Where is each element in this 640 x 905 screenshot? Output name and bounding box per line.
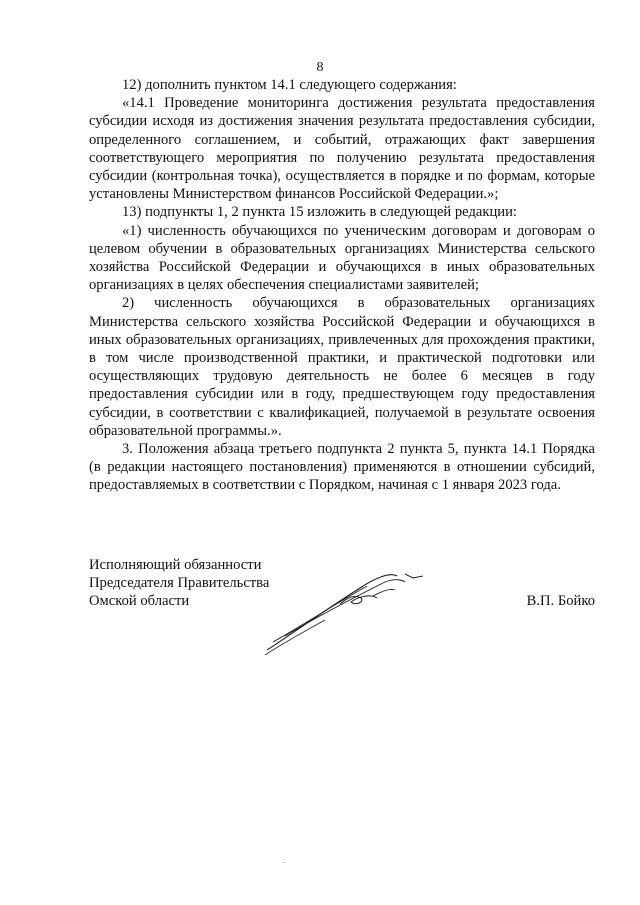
signatory-name: В.П. Бойко <box>526 593 595 609</box>
paragraph-item-14-1-text: «14.1 Проведение мониторинга достижения результата предоставления субсидии исходя из достижения значения результата предоставления субсидии, определенного соглашением, и событий, отражающих факт завершения соответствующего мероприятия по получению результата предоставления субсидии (контрольная точка), осуществляется в порядке и по формам, которые установлены Министерством финансов Российской Федерации.»; <box>89 95 595 203</box>
paragraph-item-12: 12) дополнить пунктом 14.1 следующего содержания: <box>122 77 457 93</box>
signatory-title-line: Председателя Правительства <box>89 575 270 592</box>
handwritten-signature <box>255 560 425 660</box>
paragraph-subitem-2: 2) численность обучающихся в образовательных организациях Министерства сельского хозяйства Российской Федерации и обучающихся в иных образовательных организациях, привлеченных для прохождения практики, в том числе производственной практики, и практической подготовки или осуществляющих трудовую деятельность не более 6 месяцев в году предоставления субсидии или в году, предшествующем году предоставления субсидии, в соответствии с квалификацией, получаемой в результате освоения образовательной программы.». <box>89 295 595 439</box>
signatory-title-line: Исполняющий обязанности <box>89 557 262 573</box>
signatory-title <box>89 556 269 611</box>
signatory-title-line: Омской области <box>89 593 190 610</box>
document-body <box>89 76 595 495</box>
scan-artifact-dot <box>283 862 285 863</box>
paragraph-item-13: 13) подпункты 1, 2 пункта 15 изложить в следующей редакции: <box>122 204 517 221</box>
page-number: 8 <box>316 60 324 75</box>
paragraph-clause-3: 3. Положения абзаца третьего подпункта 2 пункта 5, пункта 14.1 Порядка (в редакции настоящего постановления) применяются в отношении субсидий, предоставляемых в соответствии с Порядком, начиная с 1 января 2023 года. <box>89 441 595 494</box>
paragraph-subitem-1: «1) численность обучающихся по ученическим договорам и договорам о целевом обучении в образовательных организациях Министерства сельского хозяйства Российской Федерации и обучающихся в иных образовательных организациях в целях обеспечения специалистами заявителей; <box>89 222 595 294</box>
